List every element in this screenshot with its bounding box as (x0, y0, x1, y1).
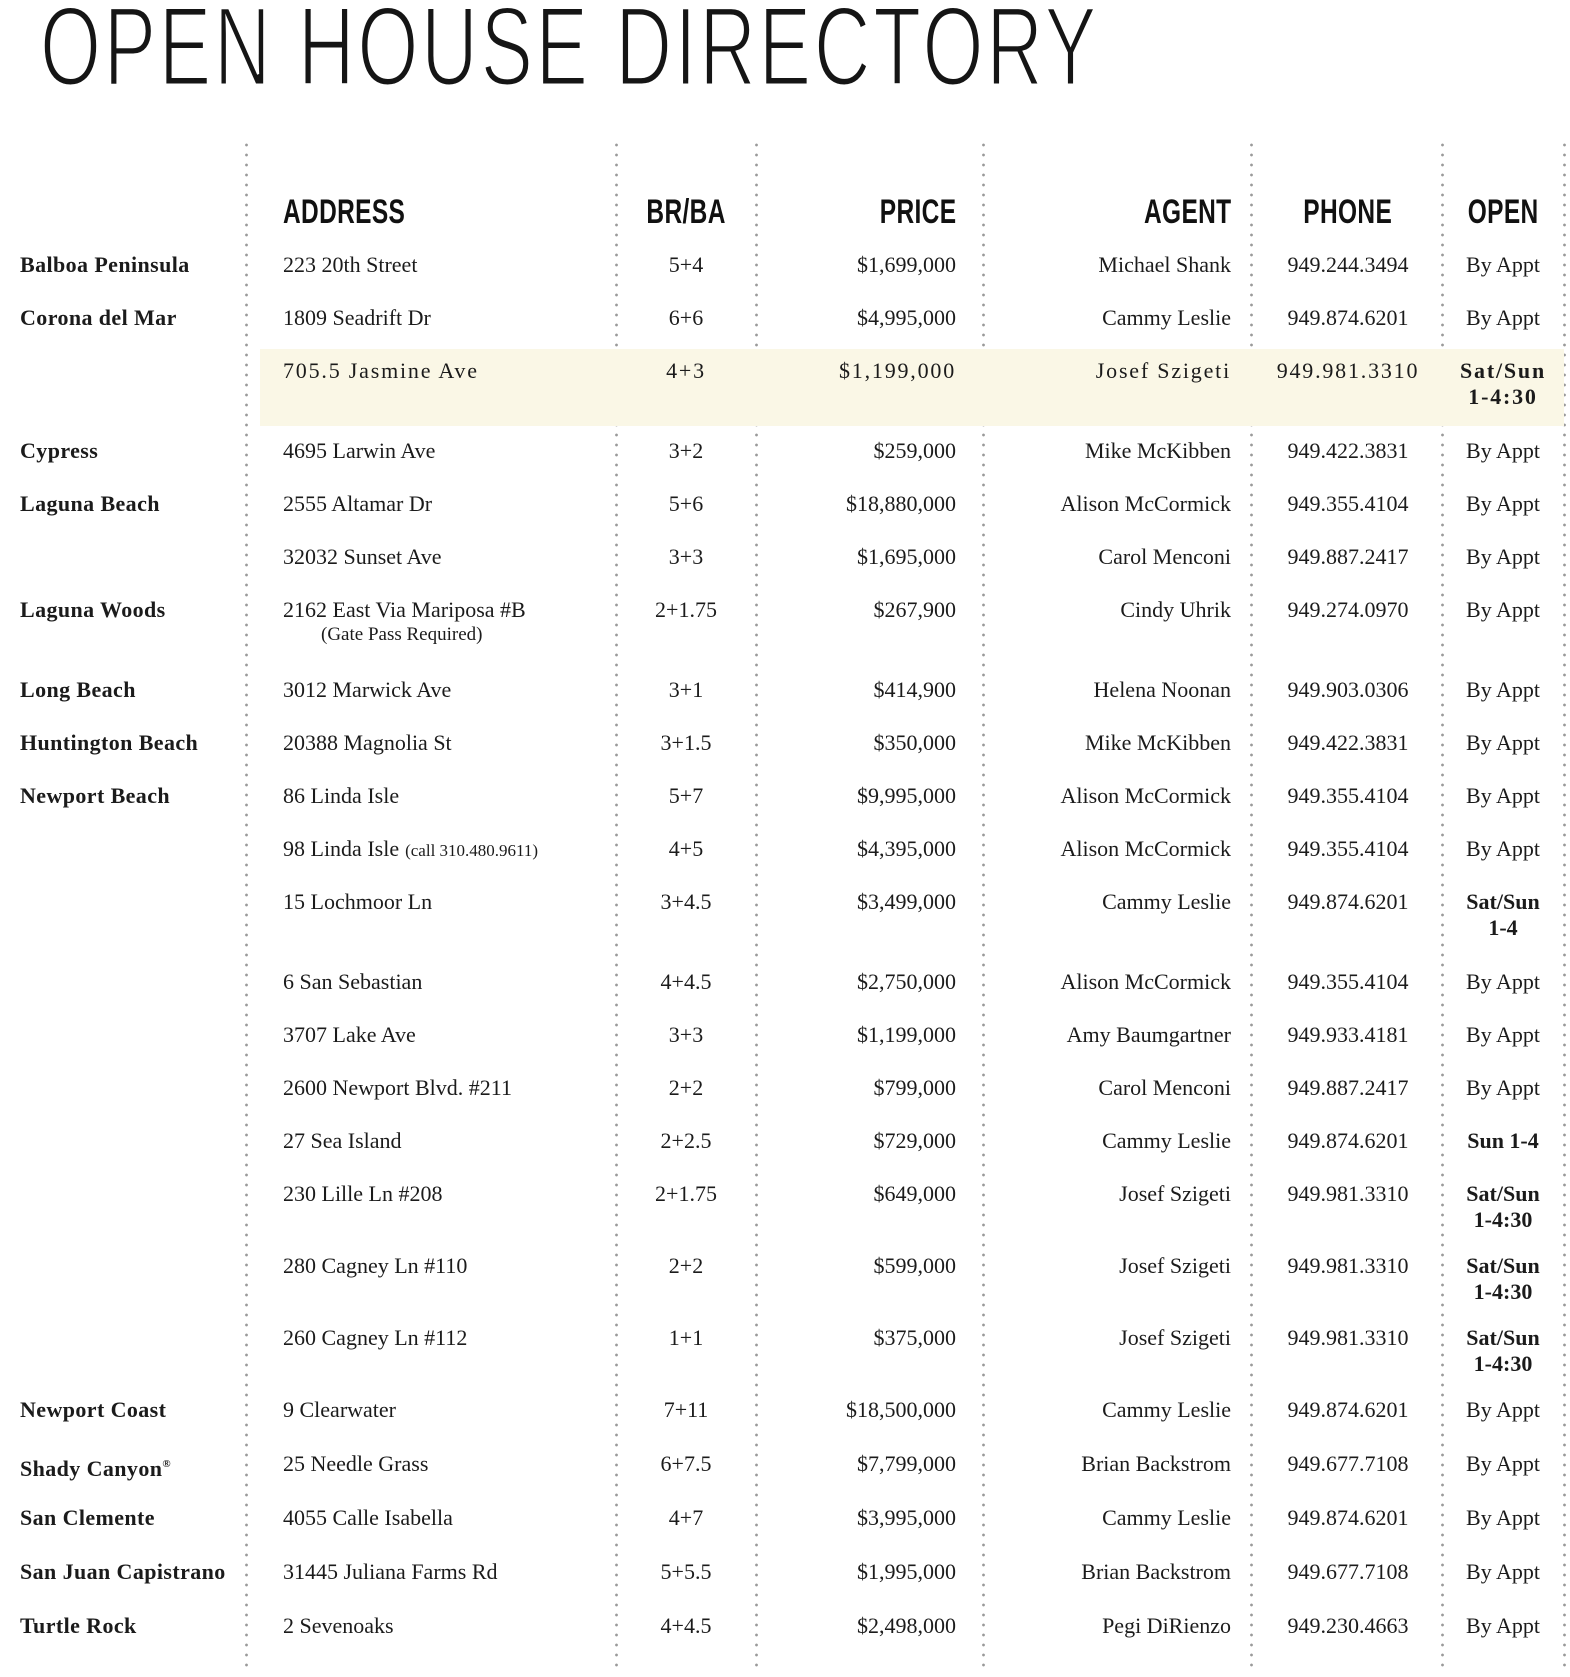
address-cell (283, 438, 615, 464)
open-text: By Appt (1466, 1451, 1540, 1476)
agent-cell: Cammy Leslie (1102, 889, 1231, 914)
city-cell (20, 677, 244, 703)
brba-cell: 3+1 (668, 677, 704, 702)
price-cell: $1,695,000 (857, 544, 956, 569)
address-cell (283, 597, 615, 647)
open-line2: 1-4:30 (1473, 1279, 1533, 1304)
open-cell (1442, 1397, 1564, 1423)
city-label: Cypress (20, 438, 99, 463)
open-text: By Appt (1466, 438, 1540, 463)
address-cell (283, 1559, 615, 1585)
open-cell (1442, 305, 1564, 331)
phone-cell: 949.903.0306 (1287, 677, 1409, 702)
table-row (0, 544, 1570, 570)
phone-cell: 949.355.4104 (1287, 969, 1409, 994)
agent-cell: Josef Szigeti (1095, 358, 1231, 383)
city-label: Newport Beach (20, 783, 171, 808)
address-text: 4695 Larwin Ave (283, 438, 436, 463)
address-text: 3012 Marwick Ave (283, 677, 452, 702)
open-cell (1442, 1505, 1564, 1531)
address-cell (283, 1505, 615, 1531)
address-line2: (Gate Pass Required) (321, 624, 483, 645)
address-text: 2162 East Via Mariposa #B (283, 597, 526, 622)
table-row (0, 1613, 1570, 1639)
city-cell (20, 1505, 244, 1531)
open-line2: 1-4:30 (1473, 1207, 1533, 1232)
open-cell (1442, 252, 1564, 278)
table-row (0, 1181, 1570, 1232)
open-cell (1442, 1128, 1564, 1154)
phone-cell: 949.874.6201 (1287, 1128, 1409, 1153)
price-cell: $7,799,000 (857, 1451, 956, 1476)
open-line2: 1-4:30 (1473, 1351, 1533, 1376)
table-row (0, 1505, 1570, 1531)
phone-cell: 949.422.3831 (1287, 438, 1409, 463)
open-text: By Appt (1466, 1075, 1540, 1100)
address-text: 32032 Sunset Ave (283, 544, 442, 569)
price-cell: $259,000 (873, 438, 956, 463)
city-cell (20, 783, 244, 809)
table-row (0, 783, 1570, 809)
price-cell: $1,199,000 (857, 1022, 956, 1047)
table-row (0, 889, 1570, 940)
agent-cell: Alison McCormick (1060, 491, 1231, 516)
phone-cell: 949.230.4663 (1287, 1613, 1409, 1638)
agent-cell: Helena Noonan (1093, 677, 1231, 702)
phone-cell: 949.874.6201 (1287, 889, 1409, 914)
open-text: By Appt (1466, 730, 1540, 755)
agent-cell: Mike McKibben (1084, 730, 1231, 755)
city-label: Long Beach (20, 677, 136, 702)
open-cell (1442, 438, 1564, 464)
price-cell: $599,000 (873, 1253, 956, 1278)
open-text: Sat/Sun (1466, 1181, 1540, 1206)
phone-cell: 949.981.3310 (1287, 1181, 1409, 1206)
open-cell (1442, 1022, 1564, 1048)
phone-cell: 949.244.3494 (1287, 252, 1409, 277)
table-row (0, 1325, 1570, 1376)
open-cell (1442, 1181, 1564, 1233)
price-cell: $1,199,000 (839, 358, 956, 383)
agent-cell: Mike McKibben (1084, 438, 1231, 463)
header-phone: PHONE (1303, 193, 1393, 231)
brba-cell: 2+2 (668, 1075, 704, 1100)
page-title: OPEN HOUSE DIRECTORY (40, 0, 1100, 109)
phone-cell: 949.355.4104 (1287, 783, 1409, 808)
city-label: Laguna Beach (20, 491, 160, 516)
open-line2: 1-4 (1488, 915, 1518, 940)
open-text: By Appt (1466, 1022, 1540, 1047)
agent-cell: Alison McCormick (1060, 783, 1231, 808)
city-label: Shady Canyon (20, 1456, 163, 1481)
header-brba: BR/BA (646, 193, 726, 231)
open-text: By Appt (1466, 677, 1540, 702)
price-cell: $649,000 (873, 1181, 956, 1206)
city-label: Corona del Mar (20, 305, 177, 330)
table-row (0, 305, 1570, 331)
open-text: By Appt (1466, 1613, 1540, 1638)
table-row (0, 438, 1570, 464)
address-text: 86 Linda Isle (283, 783, 400, 808)
city-cell (20, 1613, 244, 1639)
address-cell (283, 544, 615, 570)
phone-cell: 949.887.2417 (1287, 544, 1409, 569)
table-row (0, 1559, 1570, 1585)
open-text: By Appt (1466, 491, 1540, 516)
address-cell (283, 783, 615, 809)
open-text: Sat/Sun (1466, 1253, 1540, 1278)
address-text: 20388 Magnolia St (283, 730, 452, 755)
city-cell (20, 1397, 244, 1423)
address-cell (283, 1075, 615, 1101)
open-text: By Appt (1466, 783, 1540, 808)
address-cell (283, 1181, 615, 1207)
address-cell (283, 836, 615, 864)
open-text: Sun 1-4 (1467, 1128, 1539, 1153)
city-cell (20, 305, 244, 331)
agent-cell: Alison McCormick (1060, 969, 1231, 994)
phone-cell: 949.274.0970 (1287, 597, 1409, 622)
address-text: 98 Linda Isle (283, 836, 400, 861)
address-cell (283, 1325, 615, 1351)
table-row (0, 730, 1570, 756)
brba-cell: 2+1.75 (655, 597, 717, 622)
brba-cell: 4+7 (668, 1505, 704, 1530)
address-cell (283, 1451, 615, 1477)
open-cell (1442, 1253, 1564, 1305)
phone-cell: 949.933.4181 (1287, 1022, 1409, 1047)
phone-cell: 949.422.3831 (1287, 730, 1409, 755)
phone-cell: 949.355.4104 (1287, 836, 1409, 861)
address-text: 2555 Altamar Dr (283, 491, 433, 516)
open-cell (1442, 1325, 1564, 1377)
table-row (0, 969, 1570, 995)
agent-cell: Alison McCormick (1060, 836, 1231, 861)
open-text: By Appt (1466, 1559, 1540, 1584)
price-cell: $9,995,000 (857, 783, 956, 808)
brba-cell: 2+1.75 (655, 1181, 717, 1206)
price-cell: $18,500,000 (846, 1397, 956, 1422)
open-cell (1442, 783, 1564, 809)
city-label: San Clemente (20, 1505, 155, 1530)
open-text: By Appt (1466, 1505, 1540, 1530)
price-cell: $3,499,000 (857, 889, 956, 914)
city-label: Huntington Beach (20, 730, 199, 755)
city-cell (20, 1451, 244, 1482)
phone-cell: 949.874.6201 (1287, 1505, 1409, 1530)
price-cell: $4,395,000 (857, 836, 956, 861)
address-text: 31445 Juliana Farms Rd (283, 1559, 498, 1584)
table-row (0, 677, 1570, 703)
brba-cell: 2+2 (668, 1253, 704, 1278)
table-row (0, 1397, 1570, 1423)
city-cell (20, 438, 244, 464)
price-cell: $1,699,000 (857, 252, 956, 277)
phone-cell: 949.355.4104 (1287, 491, 1409, 516)
brba-cell: 5+5.5 (660, 1559, 712, 1584)
open-text: By Appt (1466, 969, 1540, 994)
price-cell: $375,000 (873, 1325, 956, 1350)
open-cell (1442, 358, 1564, 410)
city-label: Newport Coast (20, 1397, 167, 1422)
address-text: 3707 Lake Ave (283, 1022, 416, 1047)
brba-cell: 7+11 (663, 1397, 709, 1422)
price-cell: $267,900 (873, 597, 956, 622)
address-cell (283, 1613, 615, 1639)
agent-cell: Brian Backstrom (1081, 1451, 1231, 1476)
header-address: ADDRESS (283, 193, 406, 231)
address-cell (283, 305, 615, 331)
phone-cell: 949.874.6201 (1287, 305, 1409, 330)
brba-cell: 5+7 (668, 783, 704, 808)
header-open: OPEN (1467, 193, 1539, 231)
agent-cell: Cindy Uhrik (1120, 597, 1231, 622)
agent-cell: Carol Menconi (1098, 1075, 1231, 1100)
table-row (0, 358, 1570, 409)
registered-mark: ® (162, 1458, 171, 1470)
address-cell (283, 730, 615, 756)
address-cell (283, 677, 615, 703)
agent-cell: Carol Menconi (1098, 544, 1231, 569)
open-text: Sat/Sun (1466, 889, 1540, 914)
price-cell: $3,995,000 (857, 1505, 956, 1530)
phone-cell: 949.981.3310 (1276, 358, 1420, 383)
brba-cell: 4+3 (666, 358, 706, 383)
price-cell: $2,750,000 (857, 969, 956, 994)
price-cell: $4,995,000 (857, 305, 956, 330)
address-text: 223 20th Street (283, 252, 418, 277)
address-note: (call 310.480.9611) (405, 841, 539, 860)
address-cell (283, 969, 615, 995)
header-price: PRICE (879, 193, 956, 231)
open-line2: 1-4:30 (1468, 384, 1538, 409)
address-text: 2600 Newport Blvd. #211 (283, 1075, 512, 1100)
agent-cell: Brian Backstrom (1081, 1559, 1231, 1584)
table-row (0, 1022, 1570, 1048)
address-cell (283, 252, 615, 278)
open-cell (1442, 969, 1564, 995)
phone-cell: 949.677.7108 (1287, 1451, 1409, 1476)
table-row (0, 1128, 1570, 1154)
address-text: 27 Sea Island (283, 1128, 402, 1153)
city-cell (20, 597, 244, 623)
agent-cell: Pegi DiRienzo (1102, 1613, 1231, 1638)
agent-cell: Josef Szigeti (1119, 1325, 1231, 1350)
address-cell (283, 1253, 615, 1279)
open-text: By Appt (1466, 305, 1540, 330)
agent-cell: Cammy Leslie (1102, 305, 1231, 330)
agent-cell: Josef Szigeti (1119, 1181, 1231, 1206)
brba-cell: 1+1 (668, 1325, 704, 1350)
open-cell (1442, 730, 1564, 756)
table-row (0, 1451, 1570, 1481)
address-cell (283, 1397, 615, 1423)
agent-cell: Cammy Leslie (1102, 1505, 1231, 1530)
brba-cell: 4+4.5 (660, 1613, 712, 1638)
city-label: Turtle Rock (20, 1613, 137, 1638)
table-row (0, 597, 1570, 645)
brba-cell: 6+6 (668, 305, 704, 330)
open-cell (1442, 1451, 1564, 1477)
price-cell: $729,000 (873, 1128, 956, 1153)
agent-cell: Amy Baumgartner (1066, 1022, 1231, 1047)
city-cell (20, 1559, 244, 1585)
open-cell (1442, 1075, 1564, 1101)
agent-cell: Cammy Leslie (1102, 1397, 1231, 1422)
address-cell (283, 358, 615, 384)
city-label: San Juan Capistrano (20, 1559, 226, 1584)
address-text: 25 Needle Grass (283, 1451, 429, 1476)
brba-cell: 5+4 (668, 252, 704, 277)
open-text: By Appt (1466, 836, 1540, 861)
phone-cell: 949.677.7108 (1287, 1559, 1409, 1584)
city-cell (20, 730, 244, 756)
agent-cell: Cammy Leslie (1102, 1128, 1231, 1153)
open-text: By Appt (1466, 544, 1540, 569)
brba-cell: 2+2.5 (660, 1128, 712, 1153)
phone-cell: 949.887.2417 (1287, 1075, 1409, 1100)
brba-cell: 3+3 (668, 1022, 704, 1047)
price-cell: $18,880,000 (846, 491, 956, 516)
open-text: Sat/Sun (1460, 358, 1546, 383)
open-cell (1442, 889, 1564, 941)
address-text: 1809 Seadrift Dr (283, 305, 431, 330)
open-cell (1442, 544, 1564, 570)
address-text: 2 Sevenoaks (283, 1613, 394, 1638)
open-cell (1442, 491, 1564, 517)
brba-cell: 3+3 (668, 544, 704, 569)
brba-cell: 6+7.5 (660, 1451, 712, 1476)
table-row (0, 252, 1570, 278)
address-cell (283, 1022, 615, 1048)
price-cell: $414,900 (873, 677, 956, 702)
city-cell (20, 252, 244, 278)
address-text: 9 Clearwater (283, 1397, 396, 1422)
brba-cell: 4+5 (668, 836, 704, 861)
phone-cell: 949.981.3310 (1287, 1325, 1409, 1350)
table-row (0, 491, 1570, 517)
price-cell: $2,498,000 (857, 1613, 956, 1638)
open-text: Sat/Sun (1466, 1325, 1540, 1350)
address-cell (283, 491, 615, 517)
price-cell: $799,000 (873, 1075, 956, 1100)
brba-cell: 3+1.5 (660, 730, 712, 755)
phone-cell: 949.874.6201 (1287, 1397, 1409, 1422)
agent-cell: Michael Shank (1098, 252, 1231, 277)
open-text: By Appt (1466, 252, 1540, 277)
open-cell (1442, 1559, 1564, 1585)
city-label: Laguna Woods (20, 597, 166, 622)
address-cell (283, 1128, 615, 1154)
open-cell (1442, 597, 1564, 623)
brba-cell: 3+4.5 (660, 889, 712, 914)
city-cell (20, 491, 244, 517)
address-text: 230 Lille Ln #208 (283, 1181, 443, 1206)
price-cell: $350,000 (873, 730, 956, 755)
address-text: 260 Cagney Ln #112 (283, 1325, 468, 1350)
table-row (0, 1253, 1570, 1304)
brba-cell: 5+6 (668, 491, 704, 516)
city-label: Balboa Peninsula (20, 252, 190, 277)
brba-cell: 3+2 (668, 438, 704, 463)
address-cell (283, 889, 615, 915)
address-text: 705.5 Jasmine Ave (283, 358, 479, 383)
open-text: By Appt (1466, 597, 1540, 622)
address-text: 6 San Sebastian (283, 969, 423, 994)
address-text: 4055 Calle Isabella (283, 1505, 453, 1530)
table-row (0, 836, 1570, 862)
header-agent: AGENT (1143, 193, 1231, 231)
open-cell (1442, 677, 1564, 703)
address-text: 15 Lochmoor Ln (283, 889, 433, 914)
open-cell (1442, 1613, 1564, 1639)
agent-cell: Josef Szigeti (1119, 1253, 1231, 1278)
open-text: By Appt (1466, 1397, 1540, 1422)
address-text: 280 Cagney Ln #110 (283, 1253, 468, 1278)
phone-cell: 949.981.3310 (1287, 1253, 1409, 1278)
brba-cell: 4+4.5 (660, 969, 712, 994)
table-row (0, 1075, 1570, 1101)
open-cell (1442, 836, 1564, 862)
price-cell: $1,995,000 (857, 1559, 956, 1584)
